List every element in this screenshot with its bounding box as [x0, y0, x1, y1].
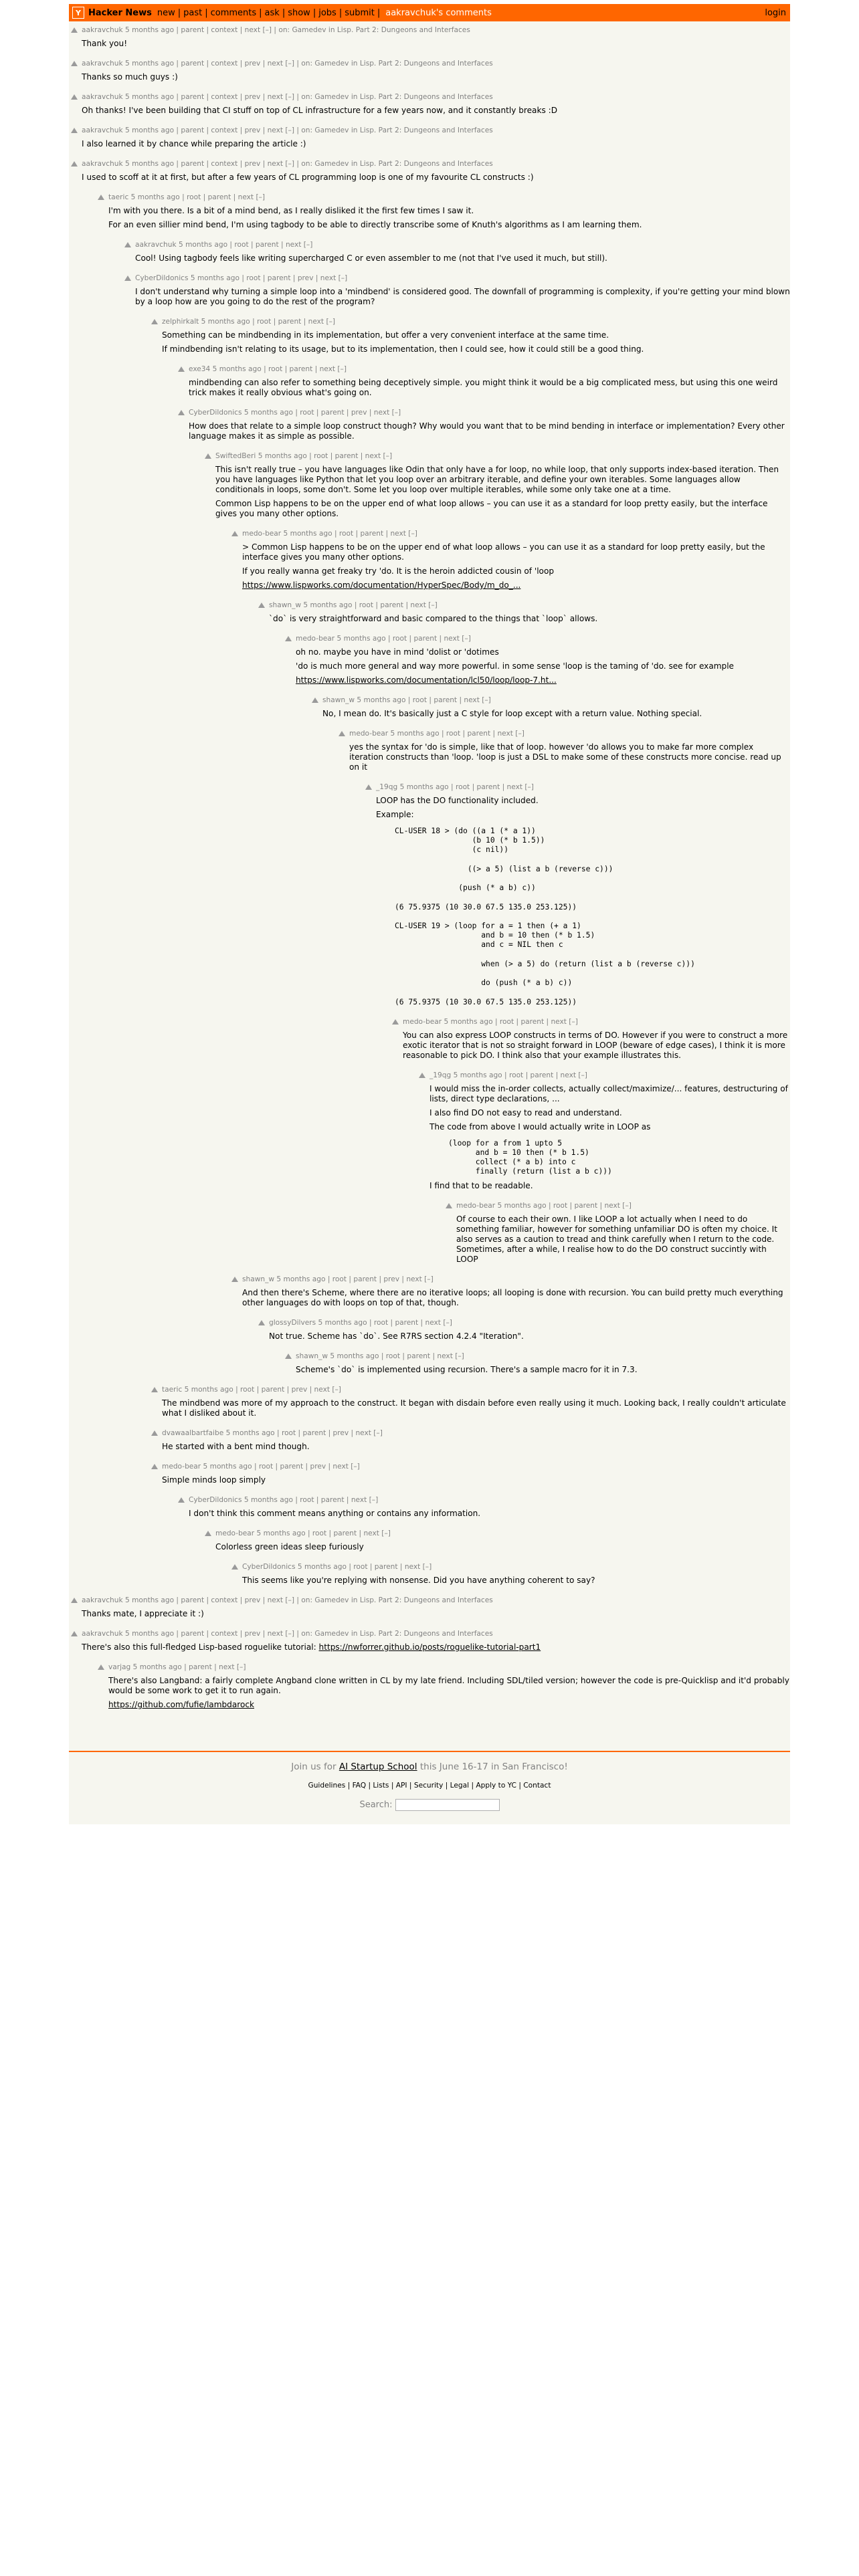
upvote-arrow-icon[interactable] — [71, 1631, 78, 1636]
comment — [339, 729, 790, 772]
upvote-arrow-icon[interactable] — [71, 128, 78, 133]
nav-new[interactable]: new — [157, 7, 175, 18]
comment-header[interactable]: shawn_w 5 months ago | root | parent | next [–] — [269, 601, 438, 609]
comment — [178, 364, 790, 398]
comment — [151, 1462, 790, 1485]
upvote-arrow-icon[interactable] — [419, 1073, 425, 1078]
upvote-arrow-icon[interactable] — [178, 410, 185, 415]
comment-text — [339, 742, 790, 772]
comment-header[interactable]: aakravchuk 5 months ago | parent | context | prev | next [–] | on: Gamedev in Lisp. Part 2: Dungeons and Interfaces — [82, 1629, 493, 1638]
footer-link-lists[interactable]: Lists — [373, 1781, 389, 1790]
upvote-arrow-icon[interactable] — [178, 1497, 185, 1503]
comment-header[interactable]: aakravchuk 5 months ago | parent | context | prev | next [–] | on: Gamedev in Lisp. Part 2: Dungeons and Interfaces — [82, 126, 493, 134]
login-link[interactable]: login — [765, 7, 786, 18]
footer-link-legal[interactable]: Legal — [450, 1781, 470, 1790]
page-container — [69, 4, 790, 1824]
comment-header[interactable]: exe34 5 months ago | root | parent | next [–] — [189, 365, 347, 373]
footer-separator: | — [407, 1781, 414, 1790]
comment-paragraph: Not true. Scheme has `do`. See R7RS section 4.2.4 "Iteration". — [269, 1331, 524, 1341]
comment-paragraph: There's also this full-fledged Lisp-based roguelike tutorial: https://nwforrer.github.io/posts/roguelike-tutorial-part1 — [82, 1642, 541, 1652]
comment-paragraph: I'm with you there. Is a bit of a mind bend, as I really disliked it the first few times I saw it. — [108, 206, 474, 215]
comment-text — [285, 1365, 790, 1375]
comment-paragraph: Cool! Using tagbody feels like writing supercharged C or even assembler to me (not that I've used it much, but still). — [135, 253, 607, 263]
comment-paragraph: Example: — [376, 810, 414, 819]
comment-header[interactable]: _19qg 5 months ago | root | parent | next [–] — [376, 783, 534, 791]
comment-paragraph: `do` is very straightforward and basic compared to the things that `loop` allows. — [269, 614, 598, 623]
comment-paragraph: Simple minds loop simply — [162, 1475, 266, 1485]
footer-link-security[interactable]: Security — [413, 1781, 444, 1790]
comment-paragraph: How does that relate to a simple loop construct though? Why would you want that to be mind bending in interface or implementation? Every other language makes it as simple as possible. — [189, 421, 785, 441]
comment — [71, 59, 790, 82]
comment-header[interactable]: medo-bear 5 months ago | root | parent | prev | next [–] — [162, 1462, 360, 1471]
comment-paragraph: Thank you! — [82, 39, 128, 48]
comment — [231, 1275, 790, 1308]
comment-header[interactable]: aakravchuk 5 months ago | parent | context | next [–] | on: Gamedev in Lisp. Part 2: Dungeons and Interfaces — [82, 26, 470, 34]
comment-text — [312, 709, 790, 719]
upvote-arrow-icon[interactable] — [365, 784, 372, 790]
comment-header[interactable]: medo-bear 5 months ago | root | parent | next [–] — [349, 730, 524, 738]
footer-link-contact[interactable]: Contact — [523, 1781, 551, 1790]
comment-header[interactable]: CyberDildonics 5 months ago | root | parent | next [–] — [242, 1562, 432, 1571]
comment-text — [98, 206, 790, 230]
comment-paragraph: > Common Lisp happens to be on the upper end of what loop allows – you can use it as a standard for loop pretty easily, but the interface gives you many other options. — [242, 542, 765, 562]
upvote-arrow-icon[interactable] — [205, 1531, 211, 1536]
footer-separator: | — [516, 1781, 524, 1790]
comment-text — [178, 378, 790, 398]
comment-header[interactable]: aakravchuk 5 months ago | parent | context | prev | next [–] | on: Gamedev in Lisp. Part 2: Dungeons and Interfaces — [82, 60, 493, 68]
comment — [312, 695, 790, 719]
comment-paragraph: Thanks so much guys :) — [82, 72, 178, 82]
comment-text — [71, 1642, 790, 1652]
comment-paragraph: I would miss the in-order collects, actually collect/maximize/... features, destructuring of lists, direct type declarations, ... — [430, 1083, 788, 1103]
nav-separator: | — [259, 7, 262, 18]
comment-header[interactable]: medo-bear 5 months ago | root | parent | next [–] — [456, 1201, 632, 1210]
upvote-arrow-icon[interactable] — [178, 366, 185, 372]
comment-header[interactable]: aakravchuk 5 months ago | root | parent | next [–] — [135, 241, 313, 249]
upvote-arrow-icon[interactable] — [98, 1665, 104, 1670]
comment-text — [151, 1475, 790, 1485]
comment-text — [178, 421, 790, 441]
comment-paragraph — [242, 580, 790, 591]
footer-separator: | — [366, 1781, 373, 1790]
comment-paragraph: I used to scoff at it at first, but after a few years of CL programming loop is one of my favourite CL constructs :) — [82, 173, 534, 182]
footer-link-faq[interactable]: FAQ — [352, 1781, 367, 1790]
comment — [231, 529, 790, 591]
comment — [71, 159, 790, 183]
comment-text — [124, 253, 790, 263]
nav-jobs[interactable]: jobs — [318, 7, 337, 18]
comment-link[interactable]: https://nwforrer.github.io/posts/roguelike-tutorial-part1 — [318, 1642, 541, 1652]
upvote-arrow-icon[interactable] — [446, 1203, 452, 1208]
upvote-arrow-icon[interactable] — [124, 276, 131, 281]
comment-paragraph: oh no. maybe you have in mind 'dolist or 'dotimes — [296, 647, 499, 657]
footer-link-apply-to-yc[interactable]: Apply to YC — [476, 1781, 516, 1790]
comment-paragraph: If mindbending isn't relating to its usage, but to its implementation, then I could see, how it could still be a good thing. — [162, 344, 644, 354]
upvote-arrow-icon[interactable] — [285, 1354, 292, 1359]
yc-banner — [69, 1761, 790, 1772]
comment — [231, 1562, 790, 1586]
comment — [71, 126, 790, 149]
upvote-arrow-icon[interactable] — [339, 731, 345, 736]
footer-separator: | — [469, 1781, 476, 1790]
ai-startup-school-link[interactable]: AI Startup School — [339, 1761, 417, 1772]
top-bar — [69, 4, 790, 21]
comment-paragraph: This isn't really true – you have languages like Odin that only have a for loop, no while loop, that only supports index-based iteration. Then you have languages like Python that let you loop over an arbitrary iterable, and define your own iterables. Some languages allow conditionals in loops, some don't. Some let you loop over multiple iterables, while some only take one at a time. — [215, 465, 779, 494]
comment-paragraph: Thanks mate, I appreciate it :) — [82, 1608, 204, 1618]
upvote-arrow-icon[interactable] — [258, 1320, 265, 1325]
comment-text — [151, 330, 790, 354]
comment-text — [71, 139, 790, 149]
comment-paragraph: mindbending can also refer to something being deceptively simple. you might think it would be a big complicated mess, but using this one weird trick makes it really obvious what's going on. — [189, 378, 778, 397]
comment-text — [419, 1084, 790, 1191]
upvote-arrow-icon[interactable] — [231, 1277, 238, 1282]
comment-header[interactable]: CyberDildonics 5 months ago | root | parent | prev | next [–] — [135, 274, 348, 282]
comment-text — [392, 1031, 790, 1061]
comment-text — [71, 106, 790, 116]
comment-text — [98, 1676, 790, 1710]
footer-links — [69, 1782, 790, 1790]
yc-banner-text-end: this June 16-17 in San Francisco! — [417, 1761, 568, 1772]
comment-paragraph: Something can be mindbending in its implementation, but offer a very convenient interface at the same time. — [162, 330, 609, 340]
comment-paragraph: Oh thanks! I've been building that CI stuff on top of CL infrastructure for a few years now, and it constantly breaks :D — [82, 106, 558, 115]
comment-header[interactable]: medo-bear 5 months ago | root | parent | next [–] — [296, 635, 471, 643]
comment-link[interactable]: https://www.lispworks.com/documentation/HyperSpec/Body/m_do_... — [242, 580, 521, 590]
comment-header[interactable]: SwiftedBeri 5 months ago | root | parent | next [–] — [215, 452, 393, 460]
comment-text — [285, 647, 790, 685]
comment-header[interactable]: CyberDildonics 5 months ago | root | parent | prev | next [–] — [189, 409, 401, 417]
comment-text — [231, 1288, 790, 1308]
comment-text — [258, 614, 790, 624]
upvote-arrow-icon[interactable] — [71, 61, 78, 66]
comment-text — [446, 1214, 790, 1265]
upvote-arrow-icon[interactable] — [71, 1598, 78, 1603]
upvote-arrow-icon[interactable] — [151, 319, 158, 324]
comment-text — [231, 542, 790, 591]
comment — [419, 1071, 790, 1191]
comment — [258, 601, 790, 624]
comment-paragraph: I find that to be readable. — [430, 1180, 533, 1190]
comment-paragraph: Common Lisp happens to be on the upper end of what loop allows – you can use it as a standard for loop pretty easily, but the interface gives you many other options. — [215, 499, 768, 518]
comment-paragraph: No, I mean do. It's basically just a C style for loop except with a return value. Nothing special. — [322, 709, 702, 718]
comment-text — [71, 1609, 790, 1619]
comment-text — [205, 465, 790, 519]
upvote-arrow-icon[interactable] — [231, 1564, 238, 1570]
comment-paragraph: Scheme's `do` is implemented using recursion. There's a sample macro for it in 7.3. — [296, 1364, 638, 1374]
comment-header[interactable]: dvawaalbartfaibe 5 months ago | root | parent | prev | next [–] — [162, 1428, 383, 1437]
comment-text — [365, 796, 790, 1007]
comment — [124, 274, 790, 307]
comment-text — [71, 39, 790, 49]
comment-paragraph: I don't think this comment means anything or contains any information. — [189, 1508, 481, 1518]
nav-show[interactable]: show — [288, 7, 310, 18]
comment-paragraph: If you really wanna get freaky try 'do. It is the heroin addicted cousin of 'loop — [242, 566, 555, 576]
site-title[interactable]: Hacker News — [88, 7, 152, 18]
comment — [258, 1318, 790, 1341]
nav-past[interactable]: past — [183, 7, 203, 18]
comment-paragraph: And then there's Scheme, where there are no iterative loops; all looping is done with recursion. You can build pretty much everything other languages do with loops on top of that, though. — [242, 1287, 783, 1307]
comment — [71, 92, 790, 116]
comment — [285, 634, 790, 685]
comment-paragraph: He started with a bent mind though. — [162, 1441, 310, 1451]
comment-link[interactable]: https://www.lispworks.com/documentation/lcl50/loop/loop-7.ht... — [296, 675, 557, 685]
comment — [98, 193, 790, 230]
comment-header[interactable]: aakravchuk 5 months ago | parent | context | prev | next [–] | on: Gamedev in Lisp. Part 2: Dungeons and Interfaces — [82, 1596, 493, 1604]
comment-header[interactable]: varjag 5 months ago | parent | next [–] — [108, 1662, 246, 1671]
comment-header[interactable]: CyberDildonics 5 months ago | root | parent | next [–] — [189, 1495, 379, 1504]
comment-text — [151, 1442, 790, 1452]
nav-separator: | — [282, 7, 286, 18]
upvote-arrow-icon[interactable] — [392, 1019, 399, 1025]
nav-separator: | — [377, 7, 381, 18]
comment-text — [151, 1398, 790, 1418]
comment — [446, 1201, 790, 1265]
page-title: aakravchuk's comments — [385, 7, 492, 18]
comment-text — [71, 72, 790, 82]
comment-text — [258, 1331, 790, 1341]
comment-header[interactable]: aakravchuk 5 months ago | parent | context | prev | next [–] | on: Gamedev in Lisp. Part 2: Dungeons and Interfaces — [82, 160, 493, 168]
comment-paragraph: 'do is much more general and way more powerful. in some sense 'loop is the taming of 'do. see for example — [296, 661, 734, 671]
footer-link-api[interactable]: API — [395, 1781, 407, 1790]
nav-separator: | — [312, 7, 316, 18]
code-block: (loop for a from 1 upto 5 and b = 10 then (* b 1.5) collect (* a b) into c finally (return (list a b c))) — [448, 1138, 612, 1176]
comment-header[interactable]: shawn_w 5 months ago | root | parent | next [–] — [322, 696, 491, 704]
search-label: Search: — [359, 1800, 393, 1810]
comment-text — [178, 1509, 790, 1519]
comment-header[interactable]: glossyDilvers 5 months ago | root | parent | next [–] — [269, 1318, 452, 1327]
comment-paragraph: You can also express LOOP constructs in terms of DO. However if you were to construct a more exotic iterator that is not so straight forward in LOOP (beware of edge cases), I think it is more reasonable to pick DO. I think also that your example illustrates this. — [403, 1030, 788, 1060]
comment-header[interactable]: taeric 5 months ago | root | parent | next [–] — [108, 193, 266, 201]
upvote-arrow-icon[interactable] — [151, 1387, 158, 1392]
upvote-arrow-icon[interactable] — [98, 195, 104, 200]
nav-links — [157, 8, 383, 18]
comment-text — [205, 1542, 790, 1552]
comment-header[interactable]: medo-bear 5 months ago | root | parent | next [–] — [403, 1017, 578, 1026]
comment-list — [69, 21, 790, 1747]
upvote-arrow-icon[interactable] — [124, 242, 131, 247]
comment-paragraph: I also learned it by chance while preparing the article :) — [82, 139, 306, 148]
comment — [71, 1596, 790, 1619]
upvote-arrow-icon[interactable] — [231, 531, 238, 536]
upvote-arrow-icon[interactable] — [312, 697, 318, 703]
comment — [98, 1662, 790, 1710]
comment-header[interactable]: shawn_w 5 months ago | root | parent | next [–] — [296, 1352, 464, 1360]
comment — [285, 1352, 790, 1375]
upvote-arrow-icon[interactable] — [205, 453, 211, 459]
footer-separator: | — [345, 1781, 353, 1790]
nav-submit[interactable]: submit — [345, 7, 375, 18]
comment-header[interactable]: zelphirkalt 5 months ago | root | parent | next [–] — [162, 318, 336, 326]
comment-link[interactable]: https://github.com/fufie/lambdarock — [108, 1699, 255, 1709]
upvote-arrow-icon[interactable] — [71, 94, 78, 100]
nav-separator: | — [339, 7, 343, 18]
comment — [178, 408, 790, 441]
comment-paragraph: The mindbend was more of my approach to the construct. It began with disdain before even really using it much. Looking back, I really couldn't articulate what I disliked about it. — [162, 1398, 786, 1418]
comment-paragraph: This seems like you're replying with nonsense. Did you have anything coherent to say? — [242, 1575, 595, 1585]
upvote-arrow-icon[interactable] — [258, 603, 265, 608]
comment-header[interactable]: medo-bear 5 months ago | root | parent | next [–] — [215, 1529, 391, 1537]
comment — [124, 240, 790, 263]
comment-paragraph: LOOP has the DO functionality included. — [376, 796, 539, 805]
yc-banner-text: Join us for — [291, 1761, 339, 1772]
footer-link-guidelines[interactable]: Guidelines — [308, 1781, 346, 1790]
footer-separator: | — [389, 1781, 396, 1790]
comment — [365, 782, 790, 1007]
upvote-arrow-icon[interactable] — [151, 1464, 158, 1469]
comment-paragraph — [108, 1700, 790, 1710]
comment-paragraph: I also find DO not easy to read and understand. — [430, 1107, 622, 1117]
comment-paragraph: Colorless green ideas sleep furiously — [215, 1541, 364, 1551]
comment-paragraph: The code from above I would actually write in LOOP as — [430, 1121, 651, 1132]
comment — [392, 1017, 790, 1061]
upvote-arrow-icon[interactable] — [71, 27, 78, 33]
comment-paragraph: yes the syntax for 'do is simple, like that of loop. however 'do allows you to make far more complex iteration constructs than 'loop. 'loop is just a DSL to make some of these constructs more concise. read up on it — [349, 742, 781, 772]
nav-separator: | — [177, 7, 181, 18]
comment-text — [71, 173, 790, 183]
upvote-arrow-icon[interactable] — [285, 636, 292, 641]
comment — [205, 1529, 790, 1552]
comment-header[interactable]: medo-bear 5 months ago | root | parent | next [–] — [242, 530, 417, 538]
comment-header[interactable]: shawn_w 5 months ago | root | parent | prev | next [–] — [242, 1275, 434, 1283]
comment — [151, 1428, 790, 1452]
comment-paragraph: There's also Langband: a fairly complete Angband clone written in CL by my late friend. Including SDL/tiled version; however the code is pre-Quicklisp and it'd probably would be some work to get it to run again. — [108, 1675, 789, 1695]
hn-logo-icon[interactable]: Y — [72, 7, 84, 19]
comment-text — [124, 287, 790, 307]
comment — [151, 1385, 790, 1418]
nav-comments[interactable]: comments — [210, 7, 257, 18]
comment-paragraph: I don't understand why turning a simple loop into a 'mindbend' is considered good. The downfall of programming is complexity, if you're getting your mind blown by a loop how are you going to do the rest of the program? — [135, 287, 790, 306]
comment — [151, 317, 790, 354]
comment-text — [231, 1576, 790, 1586]
comment — [178, 1495, 790, 1519]
search-input[interactable] — [395, 1799, 500, 1811]
comment-paragraph — [296, 675, 790, 685]
comment-header[interactable]: _19qg 5 months ago | root | parent | next [–] — [430, 1071, 587, 1079]
nav-separator: | — [205, 7, 208, 18]
search-form — [69, 1799, 790, 1811]
comment — [71, 1629, 790, 1652]
footer-separator: | — [443, 1781, 450, 1790]
comment-paragraph: Of course to each their own. I like LOOP a lot actually when I need to do something familiar, however for something unfamiliar DO is often my choice. It also serves as a caution to tread and think carefully when I return to the code. Sometimes, after a while, I realise how to do the DO construct succintly with LOOP — [456, 1214, 777, 1264]
footer — [69, 1751, 790, 1824]
comment-header[interactable]: taeric 5 months ago | root | parent | prev | next [–] — [162, 1385, 341, 1394]
comment — [71, 25, 790, 49]
code-block: CL-USER 18 > (do ((a 1 (* a 1)) (b 10 (* b 1.5)) (c nil)) ((> a 5) (list a b (reverse c))) (push (* a b) c)) (6 75.9375 (10 30.0 67.5 135.0 253.125)) CL-USER 19 > (loop for a = 1 then (+ a 1) and b = 10 then (* b 1.5) and c = NIL then c when (> a 5) do (return (list a b (reverse c))) do (push (* a b) c)) (6 75.9375 (10 30.0 67.5 135.0 253.125)) — [395, 827, 695, 1006]
upvote-arrow-icon[interactable] — [71, 161, 78, 167]
comment-paragraph: For an even sillier mind bend, I'm using tagbody to be able to directly transcribe some of Knuth's algorithms as I am learning them. — [108, 220, 642, 229]
comment-header[interactable]: aakravchuk 5 months ago | parent | context | prev | next [–] | on: Gamedev in Lisp. Part 2: Dungeons and Interfaces — [82, 93, 493, 101]
comment — [205, 451, 790, 519]
upvote-arrow-icon[interactable] — [151, 1430, 158, 1436]
nav-ask[interactable]: ask — [264, 7, 280, 18]
